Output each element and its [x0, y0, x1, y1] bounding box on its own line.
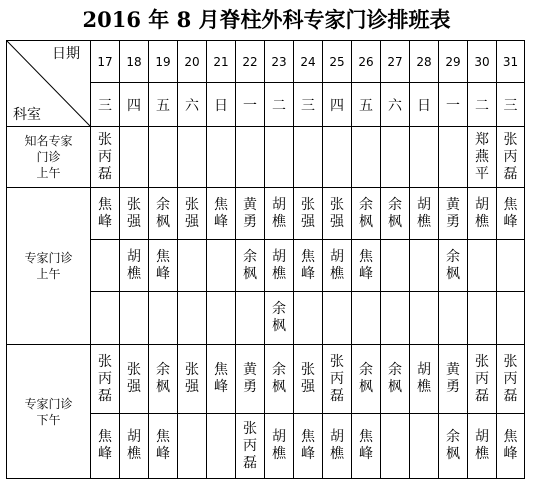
doctor-name: 张丙磊	[330, 353, 344, 404]
doctor-cell	[207, 414, 236, 479]
doctor-cell	[120, 240, 149, 292]
doctor-name: 焦峰	[98, 196, 112, 230]
doctor-cell	[352, 188, 381, 240]
schedule-table	[6, 40, 525, 479]
doctor-cell	[91, 414, 120, 479]
doctor-cell	[236, 240, 265, 292]
weekday-cell: 三	[91, 83, 120, 127]
doctor-name: 焦峰	[503, 429, 518, 462]
doctor-cell	[468, 414, 497, 479]
day-number-cell: 19	[149, 41, 178, 83]
doctor-name: 余枫	[272, 362, 286, 395]
doctor-name: 余枫	[243, 248, 257, 282]
doctor-name: 焦峰	[214, 196, 228, 230]
doctor-name: 黄勇	[446, 362, 460, 395]
day-number-cell: 31	[497, 41, 525, 83]
doctor-cell	[207, 292, 236, 345]
doctor-cell	[149, 188, 178, 240]
doctor-cell	[323, 188, 352, 240]
section-label-cell: 知名专家 门诊 上午	[7, 127, 91, 188]
doctor-cell	[352, 345, 381, 414]
doctor-name: 张强	[185, 362, 199, 395]
doctor-name: 胡樵	[127, 429, 141, 462]
doctor-cell	[207, 240, 236, 292]
doctor-cell	[91, 127, 120, 188]
doctor-name: 黄勇	[446, 196, 460, 230]
doctor-cell	[497, 127, 525, 188]
day-number-cell: 18	[120, 41, 149, 83]
doctor-cell	[236, 292, 265, 345]
doctor-cell	[410, 292, 439, 345]
doctor-name: 焦峰	[503, 196, 518, 230]
doctor-cell	[468, 240, 497, 292]
doctor-cell	[178, 345, 207, 414]
doctor-cell	[323, 292, 352, 345]
department-axis-label: 科室	[13, 107, 41, 123]
doctor-cell	[178, 292, 207, 345]
doctor-cell	[497, 240, 525, 292]
section-label-cell: 专家门诊 下午	[7, 345, 91, 479]
doctor-name: 胡樵	[272, 196, 286, 230]
doctor-name: 焦峰	[156, 248, 170, 282]
doctor-name: 张强	[301, 362, 315, 395]
doctor-cell	[323, 127, 352, 188]
doctor-cell	[120, 188, 149, 240]
day-number-cell: 29	[439, 41, 468, 83]
weekday-cell: 三	[294, 83, 323, 127]
doctor-cell	[265, 292, 294, 345]
doctor-cell	[207, 345, 236, 414]
doctor-name: 余枫	[446, 248, 460, 282]
doctor-name: 张强	[330, 196, 344, 230]
doctor-name: 余枫	[272, 301, 286, 334]
weekday-cell: 三	[497, 83, 525, 127]
page-title: 2016 年 8 月脊柱外科专家门诊排班表	[82, 7, 451, 32]
doctor-name: 张丙磊	[243, 420, 257, 471]
doctor-cell	[294, 292, 323, 345]
doctor-cell	[294, 188, 323, 240]
doctor-cell	[439, 345, 468, 414]
doctor-cell	[439, 240, 468, 292]
doctor-cell	[381, 292, 410, 345]
date-axis-label: 日期	[52, 46, 80, 62]
doctor-cell	[497, 188, 525, 240]
doctor-name: 余枫	[446, 429, 460, 462]
doctor-name: 余枫	[156, 362, 170, 395]
doctor-cell	[265, 127, 294, 188]
doctor-cell	[120, 414, 149, 479]
doctor-cell	[207, 127, 236, 188]
doctor-name: 胡樵	[475, 196, 489, 230]
doctor-cell	[410, 127, 439, 188]
weekday-cell: 六	[178, 83, 207, 127]
doctor-name: 张丙磊	[98, 131, 112, 182]
doctor-name: 焦峰	[156, 429, 170, 462]
weekday-cell: 六	[381, 83, 410, 127]
doctor-name: 张丙磊	[503, 353, 518, 404]
doctor-cell	[236, 188, 265, 240]
doctor-cell	[381, 188, 410, 240]
doctor-cell	[178, 240, 207, 292]
weekday-cell: 二	[265, 83, 294, 127]
doctor-name: 余枫	[388, 196, 402, 230]
header-corner-cell	[7, 41, 91, 127]
doctor-cell	[236, 345, 265, 414]
doctor-name: 黄勇	[243, 362, 257, 395]
doctor-name: 焦峰	[359, 248, 373, 282]
doctor-cell	[468, 292, 497, 345]
doctor-cell	[439, 127, 468, 188]
day-number-cell: 23	[265, 41, 294, 83]
header-row-days	[7, 41, 525, 83]
doctor-name: 张强	[127, 196, 141, 230]
doctor-name: 张强	[127, 362, 141, 395]
doctor-name: 郑燕平	[475, 131, 489, 182]
doctor-name: 余枫	[388, 362, 402, 395]
weekday-cell: 四	[323, 83, 352, 127]
schedule-row	[7, 345, 525, 414]
doctor-name: 余枫	[156, 196, 170, 230]
doctor-name: 焦峰	[301, 429, 315, 462]
day-number-cell: 20	[178, 41, 207, 83]
schedule-row	[7, 127, 525, 188]
day-number-cell: 22	[236, 41, 265, 83]
doctor-cell	[149, 292, 178, 345]
section-label-cell: 专家门诊 上午	[7, 188, 91, 345]
doctor-name: 胡樵	[272, 248, 286, 282]
doctor-cell	[468, 188, 497, 240]
doctor-cell	[497, 345, 525, 414]
doctor-cell	[439, 188, 468, 240]
doctor-name: 张丙磊	[98, 353, 112, 404]
doctor-name: 胡樵	[272, 429, 286, 462]
doctor-cell	[381, 240, 410, 292]
doctor-cell	[323, 414, 352, 479]
doctor-cell	[352, 240, 381, 292]
day-number-cell: 25	[323, 41, 352, 83]
doctor-name: 胡樵	[417, 362, 431, 395]
doctor-name: 胡樵	[417, 196, 431, 230]
doctor-cell	[236, 414, 265, 479]
doctor-cell	[178, 414, 207, 479]
doctor-cell	[468, 127, 497, 188]
weekday-cell: 四	[120, 83, 149, 127]
doctor-cell	[497, 414, 525, 479]
doctor-cell	[207, 188, 236, 240]
doctor-cell	[439, 292, 468, 345]
doctor-cell	[178, 127, 207, 188]
doctor-cell	[178, 188, 207, 240]
doctor-cell	[91, 188, 120, 240]
doctor-cell	[294, 240, 323, 292]
schedule-row	[7, 188, 525, 240]
doctor-cell	[149, 127, 178, 188]
day-number-cell: 30	[468, 41, 497, 83]
weekday-cell: 二	[468, 83, 497, 127]
doctor-cell	[323, 240, 352, 292]
weekday-cell: 五	[352, 83, 381, 127]
doctor-cell	[381, 414, 410, 479]
doctor-name: 黄勇	[243, 196, 257, 230]
doctor-name: 焦峰	[214, 362, 228, 395]
doctor-cell	[439, 414, 468, 479]
doctor-cell	[265, 240, 294, 292]
doctor-cell	[91, 292, 120, 345]
doctor-cell	[410, 414, 439, 479]
weekday-cell: 日	[207, 83, 236, 127]
doctor-name: 焦峰	[301, 248, 315, 282]
doctor-name: 焦峰	[98, 429, 112, 462]
doctor-cell	[91, 345, 120, 414]
day-number-cell: 27	[381, 41, 410, 83]
doctor-cell	[265, 345, 294, 414]
doctor-name: 张强	[301, 196, 315, 230]
doctor-cell	[294, 345, 323, 414]
weekday-cell: 五	[149, 83, 178, 127]
weekday-cell: 一	[236, 83, 265, 127]
doctor-name: 胡樵	[330, 248, 344, 282]
doctor-name: 张强	[185, 196, 199, 230]
doctor-cell	[120, 292, 149, 345]
doctor-cell	[120, 127, 149, 188]
doctor-name: 张丙磊	[503, 131, 518, 182]
doctor-cell	[410, 188, 439, 240]
doctor-cell	[149, 414, 178, 479]
day-number-cell: 24	[294, 41, 323, 83]
doctor-cell	[120, 345, 149, 414]
doctor-cell	[91, 240, 120, 292]
doctor-cell	[352, 414, 381, 479]
doctor-name: 胡樵	[127, 248, 141, 282]
doctor-cell	[410, 345, 439, 414]
doctor-name: 余枫	[359, 362, 373, 395]
day-number-cell: 28	[410, 41, 439, 83]
weekday-cell: 一	[439, 83, 468, 127]
doctor-cell	[149, 240, 178, 292]
doctor-cell	[410, 240, 439, 292]
doctor-cell	[352, 127, 381, 188]
doctor-cell	[236, 127, 265, 188]
doctor-cell	[294, 127, 323, 188]
doctor-cell	[149, 345, 178, 414]
doctor-name: 焦峰	[359, 429, 373, 462]
doctor-cell	[323, 345, 352, 414]
doctor-cell	[497, 292, 525, 345]
doctor-cell	[294, 414, 323, 479]
doctor-name: 胡樵	[475, 429, 489, 462]
doctor-cell	[265, 188, 294, 240]
doctor-cell	[468, 345, 497, 414]
weekday-cell: 日	[410, 83, 439, 127]
doctor-cell	[352, 292, 381, 345]
doctor-name: 胡樵	[330, 429, 344, 462]
day-number-cell: 17	[91, 41, 120, 83]
day-number-cell: 26	[352, 41, 381, 83]
doctor-cell	[381, 127, 410, 188]
doctor-name: 张丙磊	[475, 353, 489, 404]
doctor-cell	[265, 414, 294, 479]
day-number-cell: 21	[207, 41, 236, 83]
doctor-name: 余枫	[359, 196, 373, 230]
doctor-cell	[381, 345, 410, 414]
